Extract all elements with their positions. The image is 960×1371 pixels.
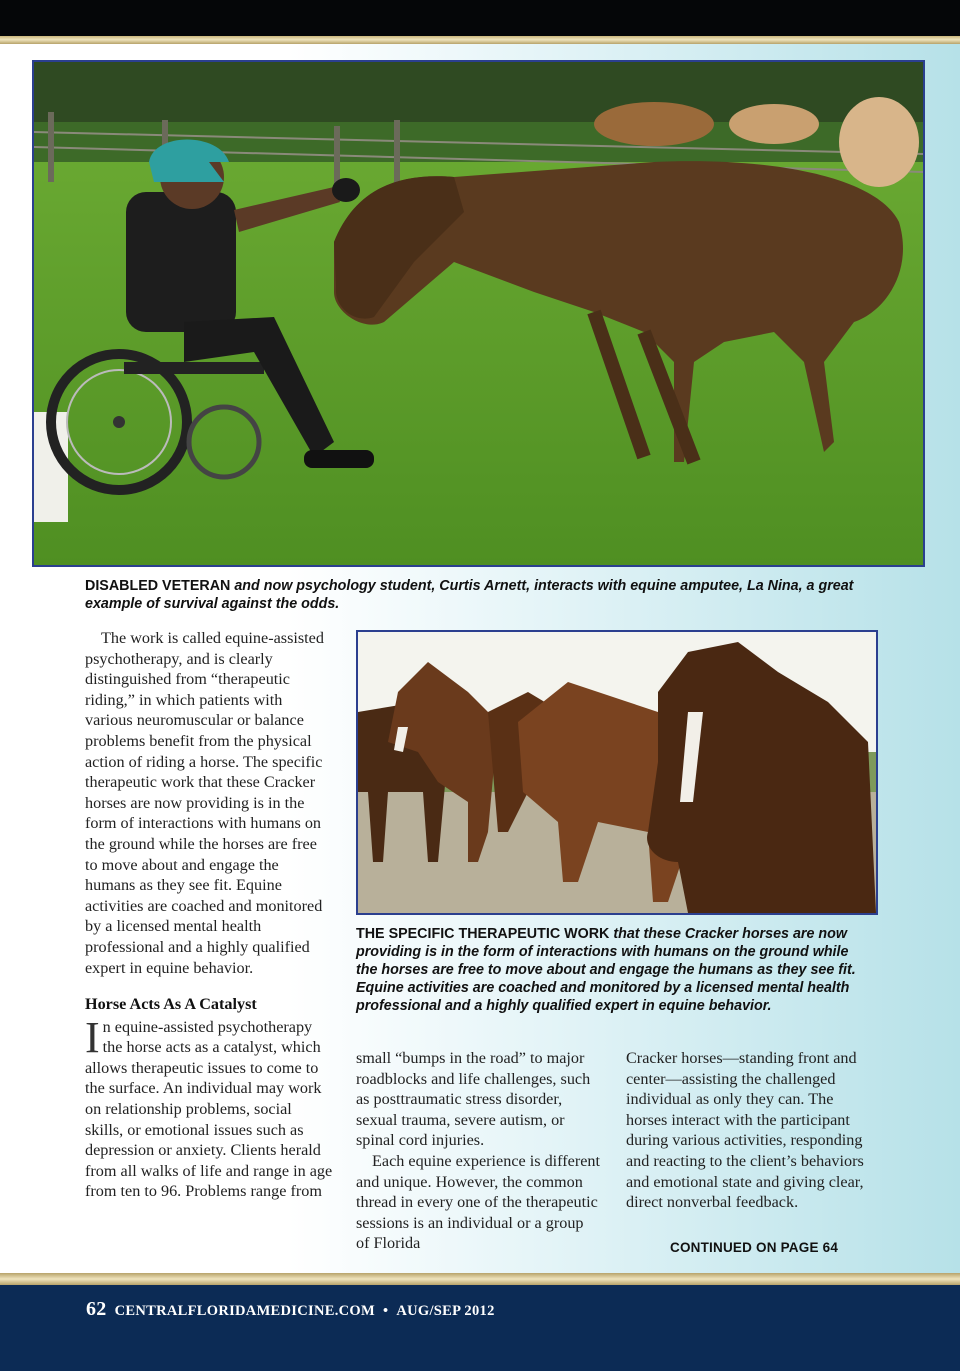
column-2-paragraph-2: Each equine experience is different and unique. However, the common thread in every one of the therapeutic sessions is an individual or a group of Florida: [356, 1151, 601, 1253]
column-2-paragraph-1: small “bumps in the road” to major roadblocks and life challenges, such as posttraumatic stress disorder, sexual trauma, severe autism, or spinal cord injuries.: [356, 1049, 591, 1150]
caption-mid-lead: THE SPECIFIC THERAPEUTIC WORK: [356, 926, 610, 942]
caption-mid-text: that these Cracker horses are now providing is in the form of interactions with humans on the ground while the horses are free to move about and engage the humans as they see fit. Equine activities are coached and monitored by a licensed mental health professional and a highly qualified expert in equine behavior.: [356, 926, 856, 1014]
article-column-2: [356, 1048, 600, 1254]
photo-veteran-with-horse: [32, 60, 925, 567]
column-1-paragraph-1: The work is called equine-assisted psychotherapy, and is clearly distinguished from “therapeutic riding,” in which patients with various neuromuscular or balance problems benefit from the physical action of riding a horse. The specific therapeutic work that these Cracker horses are now providing is in the form of interactions with humans on the ground while the horses are free to move about and engage the humans as they see fit. Equine activities are coached and monitored by a licensed mental health professional and a highly qualified expert in equine behavior.: [85, 629, 324, 977]
caption-top-text: and now psychology student, Curtis Arnett, interacts with equine amputee, La Nina, a great example of survival against the odds.: [85, 578, 854, 612]
continued-on-page-link[interactable]: CONTINUED ON PAGE 64: [670, 1240, 839, 1255]
caption-top-lead: DISABLED VETERAN: [85, 578, 231, 594]
column-1-paragraph-2: [85, 1012, 333, 1202]
top-black-band: [0, 0, 960, 36]
column-1-paragraph-2-text: n equine-assisted psychotherapy the horse acts as a catalyst, which allows therapeutic issues to come to the surface. An individual may work on relationship problems, social skills, or emotional issues such as depression or anxiety. Clients herald from all walks of life and range in age from ten to 96. Problems range from: [85, 1017, 333, 1201]
page-number: 62: [86, 1298, 107, 1320]
subhead-horse-acts: Horse Acts As A Catalyst: [85, 995, 257, 1014]
footer-site: CENTRALFLORIDAMEDICINE.COM: [114, 1303, 375, 1319]
caption-middle-photo: [356, 925, 866, 1015]
article-column-3: [626, 1048, 874, 1213]
article-column-1: [85, 628, 333, 1202]
footer-issue: AUG/SEP 2012: [396, 1303, 495, 1319]
top-gold-rule: [0, 36, 960, 44]
column-3-paragraph-1: Cracker horses—standing front and center—assisting the challenged individual as only they can. The horses interact with the participant during various activities, responding and reacting to the client’s behaviors and emotional state and giving clear, direct nonverbal feedback.: [626, 1049, 864, 1212]
drop-cap: I: [85, 1012, 100, 1062]
footer-text: [86, 1298, 495, 1321]
photo-cracker-horses: [356, 630, 878, 915]
footer-separator: •: [382, 1303, 389, 1319]
caption-top-photo: [85, 577, 885, 613]
bottom-gold-rule: [0, 1273, 960, 1285]
